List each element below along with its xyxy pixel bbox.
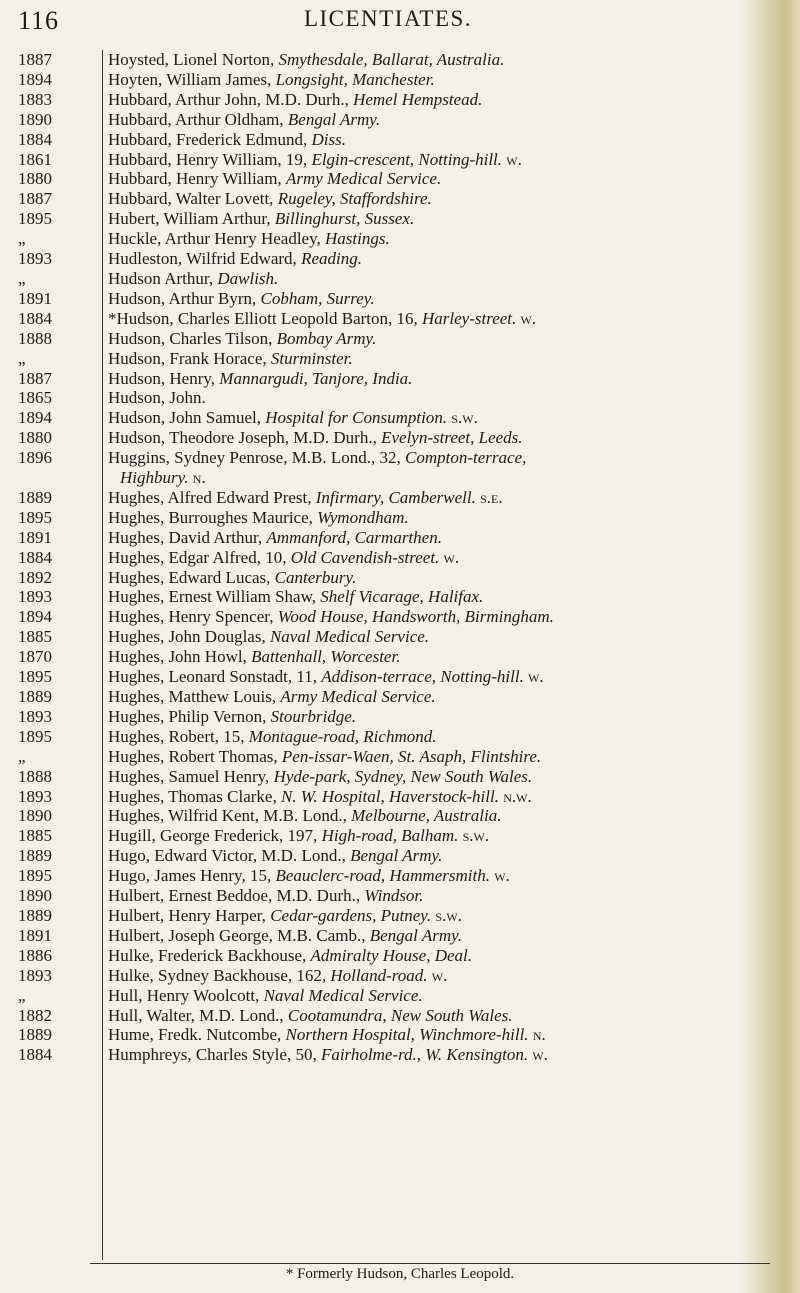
entry-year: 1889 xyxy=(18,905,52,925)
entry-name: Hubbard, Walter Lovett, xyxy=(108,189,278,209)
entry-name: Hulke, Sydney Backhouse, 162, xyxy=(108,965,331,985)
entry-year: 1896 xyxy=(18,448,52,468)
entry-text xyxy=(94,548,770,568)
list-entry xyxy=(18,189,770,209)
list-entry xyxy=(18,548,770,568)
list-entry xyxy=(18,428,770,448)
entry-name: Hudson Arthur, xyxy=(108,268,218,288)
list-entry xyxy=(18,568,770,588)
entry-name: Hughes, John Douglas, xyxy=(108,627,270,647)
entry-text xyxy=(94,110,770,130)
entry-name: Hughes, Burroughes Maurice, xyxy=(108,507,318,527)
entry-place: Billinghurst, Sussex. xyxy=(274,209,415,229)
entry-name: Hubert, William Arthur, xyxy=(108,209,275,229)
list-entry xyxy=(18,249,770,269)
entry-district: w. xyxy=(532,1045,548,1065)
list-entry xyxy=(18,707,770,727)
list-entry xyxy=(18,150,770,170)
entry-text xyxy=(94,249,770,269)
entry-name: Hudleston, Wilfrid Edward, xyxy=(108,249,302,269)
entry-place: Army Medical Service. xyxy=(285,169,442,189)
entry-text xyxy=(94,388,770,408)
entry-text xyxy=(94,329,770,349)
entry-name: Hulbert, Joseph George, M.B. Camb., xyxy=(108,925,370,945)
entry-year: 1894 xyxy=(18,607,52,627)
entry-name: Humphreys, Charles Style, 50, xyxy=(108,1045,321,1065)
entry-year: 1885 xyxy=(18,627,52,647)
entry-name: Hughes, Edward Lucas, xyxy=(108,567,275,587)
entry-text xyxy=(94,826,770,846)
entry-name: *Hudson, Charles Elliott Leopold Barton, 16, xyxy=(108,308,422,328)
entry-year: 1883 xyxy=(18,89,52,109)
entry-district: w. xyxy=(506,149,522,169)
entry-place: Holland-road. xyxy=(330,965,428,985)
list-entry xyxy=(18,886,770,906)
entry-text xyxy=(94,508,770,528)
entry-text xyxy=(94,906,770,926)
entry-text xyxy=(94,767,770,787)
entry-text xyxy=(94,707,770,727)
entry-name: Hudson, Frank Horace, xyxy=(108,348,271,368)
entry-place: Wood House, Handsworth, Birmingham. xyxy=(277,607,554,627)
list-entry xyxy=(18,767,770,787)
entry-place: Addison-terrace, Notting-hill. xyxy=(321,667,524,687)
entry-text xyxy=(94,866,770,886)
entry-district: n.w. xyxy=(503,786,532,806)
list-entry xyxy=(18,966,770,986)
list-entry xyxy=(18,90,770,110)
entry-place: Wymondham. xyxy=(317,507,409,527)
list-entry xyxy=(18,229,770,249)
entry-year: 1882 xyxy=(18,1005,52,1025)
entry-year: 1887 xyxy=(18,368,52,388)
entry-place: Old Cavendish-street. xyxy=(290,547,440,567)
entry-text xyxy=(94,229,770,249)
entry-name: Hulbert, Ernest Beddoe, M.D. Durh., xyxy=(108,886,365,906)
entry-place: Ammanford, Carmarthen. xyxy=(266,527,442,547)
list-entry xyxy=(18,309,770,329)
entry-text xyxy=(94,687,770,707)
entry-text xyxy=(94,667,770,687)
entry-place: N. W. Hospital, Haverstock-hill. xyxy=(280,786,499,806)
entry-text xyxy=(94,428,770,448)
entry-year: 1889 xyxy=(18,487,52,507)
entry-district: s.w. xyxy=(435,905,462,925)
entry-place: Shelf Vicarage, Halifax. xyxy=(320,587,484,607)
entry-year: 1893 xyxy=(18,249,52,269)
entry-name: Hudson, Arthur Byrn, xyxy=(108,288,261,308)
entry-name: Hughes, Thomas Clarke, xyxy=(108,786,281,806)
entry-name: Hudson, Henry, xyxy=(108,368,220,388)
entry-name: Hughes, Robert Thomas, xyxy=(108,746,282,766)
list-entry xyxy=(18,508,770,528)
entry-text xyxy=(94,806,770,826)
entry-place: Mannargudi, Tanjore, India. xyxy=(219,368,413,388)
list-entry xyxy=(18,329,770,349)
entry-place: Army Medical Service. xyxy=(280,687,436,706)
entry-year: 1891 xyxy=(18,288,52,308)
entry-name: Hughes, Ernest William Shaw, xyxy=(108,587,321,607)
list-entry xyxy=(18,1045,770,1065)
entry-year: 1889 xyxy=(18,1025,52,1045)
list-entry xyxy=(18,1006,770,1026)
entry-place: Reading. xyxy=(301,249,362,269)
list-entry xyxy=(18,727,770,747)
list-entry xyxy=(18,906,770,926)
entry-place: Sturminster. xyxy=(270,348,353,368)
entry-text xyxy=(94,986,770,1006)
list-entry xyxy=(18,408,770,428)
entry-name: Hull, Henry Woolcott, xyxy=(108,985,264,1005)
list-entry xyxy=(18,528,770,548)
entry-name: Hughes, Alfred Edward Prest, xyxy=(108,487,316,507)
entry-year: 1889 xyxy=(18,846,52,866)
entry-name: Hoyten, William James, xyxy=(108,69,276,89)
entry-text xyxy=(94,309,770,329)
entry-year: 1894 xyxy=(18,408,52,428)
entry-district: w. xyxy=(494,866,510,886)
list-entry xyxy=(18,1025,770,1045)
list-entry xyxy=(18,806,770,826)
entry-place: Melbourne, Australia. xyxy=(351,806,502,826)
list-entry xyxy=(18,687,770,707)
entry-district: s.w. xyxy=(451,408,478,428)
entry-place: High-road, Balham. xyxy=(321,826,459,846)
entry-text xyxy=(94,647,770,667)
entry-district: w. xyxy=(431,965,448,985)
entry-district: w. xyxy=(528,667,544,687)
list-entry xyxy=(18,130,770,150)
entry-place: Dawlish. xyxy=(217,268,279,288)
entry-place: Bengal Army. xyxy=(369,925,462,945)
list-entry xyxy=(18,369,770,389)
entry-name: Hubbard, Arthur John, M.D. Durh., xyxy=(108,89,354,109)
entry-year: „ xyxy=(18,746,26,766)
footnote: * Formerly Hudson, Charles Leopold. xyxy=(285,1266,515,1282)
entry-name: Hume, Fredk. Nutcombe, xyxy=(108,1025,286,1045)
entry-place: Bengal Army. xyxy=(287,109,381,129)
entry-year: 1892 xyxy=(18,567,52,587)
entry-text xyxy=(94,90,770,110)
entry-name: Hughes, Robert, 15, xyxy=(108,726,249,746)
entry-place: Beauclerc-road, Hammersmith. xyxy=(275,866,490,886)
entry-year: 1893 xyxy=(18,786,52,806)
entry-year: 1894 xyxy=(18,69,52,89)
entry-name: Hudson, John Samuel, xyxy=(108,408,266,428)
entry-place: Cootamundra, New South Wales. xyxy=(287,1005,513,1025)
entry-place: Canterbury. xyxy=(274,567,357,587)
entry-text xyxy=(94,568,770,588)
entry-year: 1889 xyxy=(18,687,52,706)
entry-name: Hugill, George Frederick, 197, xyxy=(108,826,322,846)
entry-year: 1887 xyxy=(18,50,52,69)
list-entry xyxy=(18,946,770,966)
list-entry xyxy=(18,50,770,70)
footnote-rule xyxy=(90,1263,770,1264)
entry-place: Northern Hospital, Winchmore-hill. xyxy=(285,1025,529,1045)
entry-name: Hugo, James Henry, 15, xyxy=(108,866,276,886)
entry-name: Hudson, John. xyxy=(108,388,206,408)
entry-place: Pen-issar-Waen, St. Asaph, Flintshire. xyxy=(281,746,542,766)
entry-place: Highbury. xyxy=(120,468,189,488)
entry-name: Hoysted, Lionel Norton, xyxy=(108,50,279,69)
entry-year: 1870 xyxy=(18,647,52,667)
entry-place: Hyde-park, Sydney, New South Wales. xyxy=(273,766,533,786)
list-entry xyxy=(18,70,770,90)
list-entry xyxy=(18,926,770,946)
entry-name: Hubbard, Henry William, xyxy=(108,169,286,189)
entry-name: Hughes, Edgar Alfred, 10, xyxy=(108,547,291,567)
entry-text xyxy=(94,886,770,906)
entry-place: Montague-road, Richmond. xyxy=(248,726,437,746)
entry-name: Huggins, Sydney Penrose, M.B. Lond., 32, xyxy=(108,448,406,468)
entry-text xyxy=(94,448,770,468)
entry-district: s.e. xyxy=(480,487,503,507)
entry-year: 1891 xyxy=(18,527,52,547)
entry-year: 1884 xyxy=(18,547,52,567)
entry-year: 1895 xyxy=(18,507,52,527)
entry-text xyxy=(94,607,770,627)
entry-text xyxy=(94,408,770,428)
entry-text xyxy=(94,747,770,767)
entry-name: Hughes, Philip Vernon, xyxy=(108,706,271,726)
entry-place: Rugeley, Staffordshire. xyxy=(277,189,432,209)
entry-text xyxy=(94,150,770,170)
entry-place: Cedar-gardens, Putney. xyxy=(270,905,432,925)
entry-place: Bengal Army. xyxy=(350,846,443,866)
entry-place: Harley-street. xyxy=(422,308,517,328)
entry-year: 1880 xyxy=(18,169,52,189)
list-entry xyxy=(18,209,770,229)
entry-name: Hulke, Frederick Backhouse, xyxy=(108,945,311,965)
list-entry xyxy=(18,448,770,468)
entry-year: 1884 xyxy=(18,129,52,149)
list-entry xyxy=(18,488,770,508)
entry-name: Hubbard, Frederick Edmund, xyxy=(108,129,312,149)
entry-year: „ xyxy=(18,229,26,249)
entry-name: Hugo, Edward Victor, M.D. Lond., xyxy=(108,846,351,866)
entry-name: Hughes, Wilfrid Kent, M.B. Lond., xyxy=(108,806,352,826)
entry-place: Hospital for Consumption. xyxy=(265,408,448,428)
entry-text xyxy=(94,468,770,488)
entry-text xyxy=(94,787,770,807)
entry-district: n. xyxy=(192,468,206,488)
entry-place: Fairholme-rd., W. Kensington. xyxy=(320,1045,529,1065)
entry-text xyxy=(94,369,770,389)
entry-year: „ xyxy=(18,268,26,288)
list-entry xyxy=(18,787,770,807)
list-entry xyxy=(18,627,770,647)
entry-place: Naval Medical Service. xyxy=(269,627,430,647)
list-entry xyxy=(18,587,770,607)
running-head: LICENTIATES. xyxy=(303,6,473,31)
entry-place: Admiralty House, Deal. xyxy=(310,945,473,965)
entry-text xyxy=(94,1045,770,1065)
entry-year: 1895 xyxy=(18,726,52,746)
entry-place: Windsor. xyxy=(364,886,424,906)
entry-year: „ xyxy=(18,985,26,1005)
entry-place: Naval Medical Service. xyxy=(263,985,423,1005)
list-entry xyxy=(18,607,770,627)
entry-text xyxy=(94,846,770,866)
entry-text xyxy=(94,727,770,747)
entry-place: Compton-terrace, xyxy=(405,448,527,468)
entry-text xyxy=(94,289,770,309)
entry-year: 1884 xyxy=(18,308,52,328)
entry-place: Infirmary, Camberwell. xyxy=(315,487,476,507)
entry-name: Hubbard, Henry William, 19, xyxy=(108,149,312,169)
entry-year: 1888 xyxy=(18,766,52,786)
list-entry xyxy=(18,349,770,369)
entry-text xyxy=(94,488,770,508)
entry-name: Hughes, David Arthur, xyxy=(108,527,267,547)
entry-name: Hudson, Charles Tilson, xyxy=(108,328,277,348)
list-entry xyxy=(18,747,770,767)
entry-year: 1890 xyxy=(18,886,52,906)
page-header xyxy=(18,6,758,42)
entry-text xyxy=(94,189,770,209)
entry-place: Cobham, Surrey. xyxy=(260,288,375,308)
entry-name: Hughes, John Howl, xyxy=(108,647,252,667)
entry-place: Elgin-crescent, Notting-hill. xyxy=(311,149,503,169)
entry-text xyxy=(94,209,770,229)
list-entry xyxy=(18,388,770,408)
entry-text xyxy=(94,587,770,607)
entry-year: 1865 xyxy=(18,388,52,408)
entry-place: Diss. xyxy=(311,129,346,149)
entry-year xyxy=(18,468,94,488)
entry-year: 1890 xyxy=(18,806,52,826)
entry-district: s.w. xyxy=(462,826,490,846)
entry-year: 1895 xyxy=(18,866,52,886)
list-entry xyxy=(18,986,770,1006)
list-entry xyxy=(18,846,770,866)
entry-year: 1893 xyxy=(18,965,52,985)
entry-name: Hull, Walter, M.D. Lond., xyxy=(108,1005,288,1025)
entry-text xyxy=(94,130,770,150)
list-entry xyxy=(18,110,770,130)
entry-text xyxy=(94,926,770,946)
entry-year: 1884 xyxy=(18,1045,52,1065)
page-number: 116 xyxy=(18,6,60,35)
list-entry xyxy=(18,866,770,886)
entry-place: Hemel Hempstead. xyxy=(353,89,483,109)
entry-year: 1895 xyxy=(18,667,52,687)
entry-text xyxy=(94,528,770,548)
entry-district: n. xyxy=(532,1025,546,1045)
licentiates-list xyxy=(18,50,770,1065)
list-entry xyxy=(18,647,770,667)
entry-place: Bombay Army. xyxy=(276,328,377,348)
entry-text xyxy=(94,169,770,189)
entry-place: Longsight, Manchester. xyxy=(275,69,435,89)
entry-place: Stourbridge. xyxy=(270,706,357,726)
list-entry xyxy=(18,468,770,488)
entry-text xyxy=(94,946,770,966)
entry-place: Evelyn-street, Leeds. xyxy=(381,428,523,448)
entry-place: Smythesdale, Ballarat, Australia. xyxy=(278,50,505,69)
entry-text xyxy=(94,349,770,369)
list-entry xyxy=(18,289,770,309)
entry-name: Hughes, Samuel Henry, xyxy=(108,766,274,786)
entry-name: Huckle, Arthur Henry Headley, xyxy=(108,229,325,249)
entry-district: w. xyxy=(520,308,537,328)
entry-place: Hastings. xyxy=(325,229,390,249)
entry-text xyxy=(94,70,770,90)
list-entry xyxy=(18,667,770,687)
entry-year: 1893 xyxy=(18,587,52,607)
entry-year: 1861 xyxy=(18,149,52,169)
entry-year: 1895 xyxy=(18,209,52,229)
entry-place: Battenhall, Worcester. xyxy=(251,647,401,667)
entry-text xyxy=(94,1006,770,1026)
entry-name: Hudson, Theodore Joseph, M.D. Durh., xyxy=(108,428,382,448)
entry-text xyxy=(94,627,770,647)
entry-year: 1885 xyxy=(18,826,52,846)
entry-name: Hughes, Henry Spencer, xyxy=(108,607,278,627)
entry-name: Hughes, Matthew Louis, xyxy=(108,687,281,706)
list-entry xyxy=(18,826,770,846)
entry-year: 1886 xyxy=(18,945,52,965)
entry-text xyxy=(94,966,770,986)
entry-name: Hulbert, Henry Harper, xyxy=(108,905,271,925)
entry-year: 1893 xyxy=(18,706,52,726)
entry-year: 1880 xyxy=(18,428,52,448)
entry-name: Hughes, Leonard Sonstadt, 11, xyxy=(108,667,322,687)
entry-year: 1888 xyxy=(18,328,52,348)
entry-year: „ xyxy=(18,348,26,368)
list-entry xyxy=(18,169,770,189)
entry-text xyxy=(94,1025,770,1045)
list-entry xyxy=(18,269,770,289)
entry-district: w. xyxy=(443,547,460,567)
entry-year: 1891 xyxy=(18,925,52,945)
entry-text xyxy=(94,50,770,70)
entry-year: 1890 xyxy=(18,109,52,129)
column-divider xyxy=(102,50,103,1260)
entry-text xyxy=(94,269,770,289)
entry-year: 1887 xyxy=(18,189,52,209)
entry-name: Hubbard, Arthur Oldham, xyxy=(108,109,288,129)
